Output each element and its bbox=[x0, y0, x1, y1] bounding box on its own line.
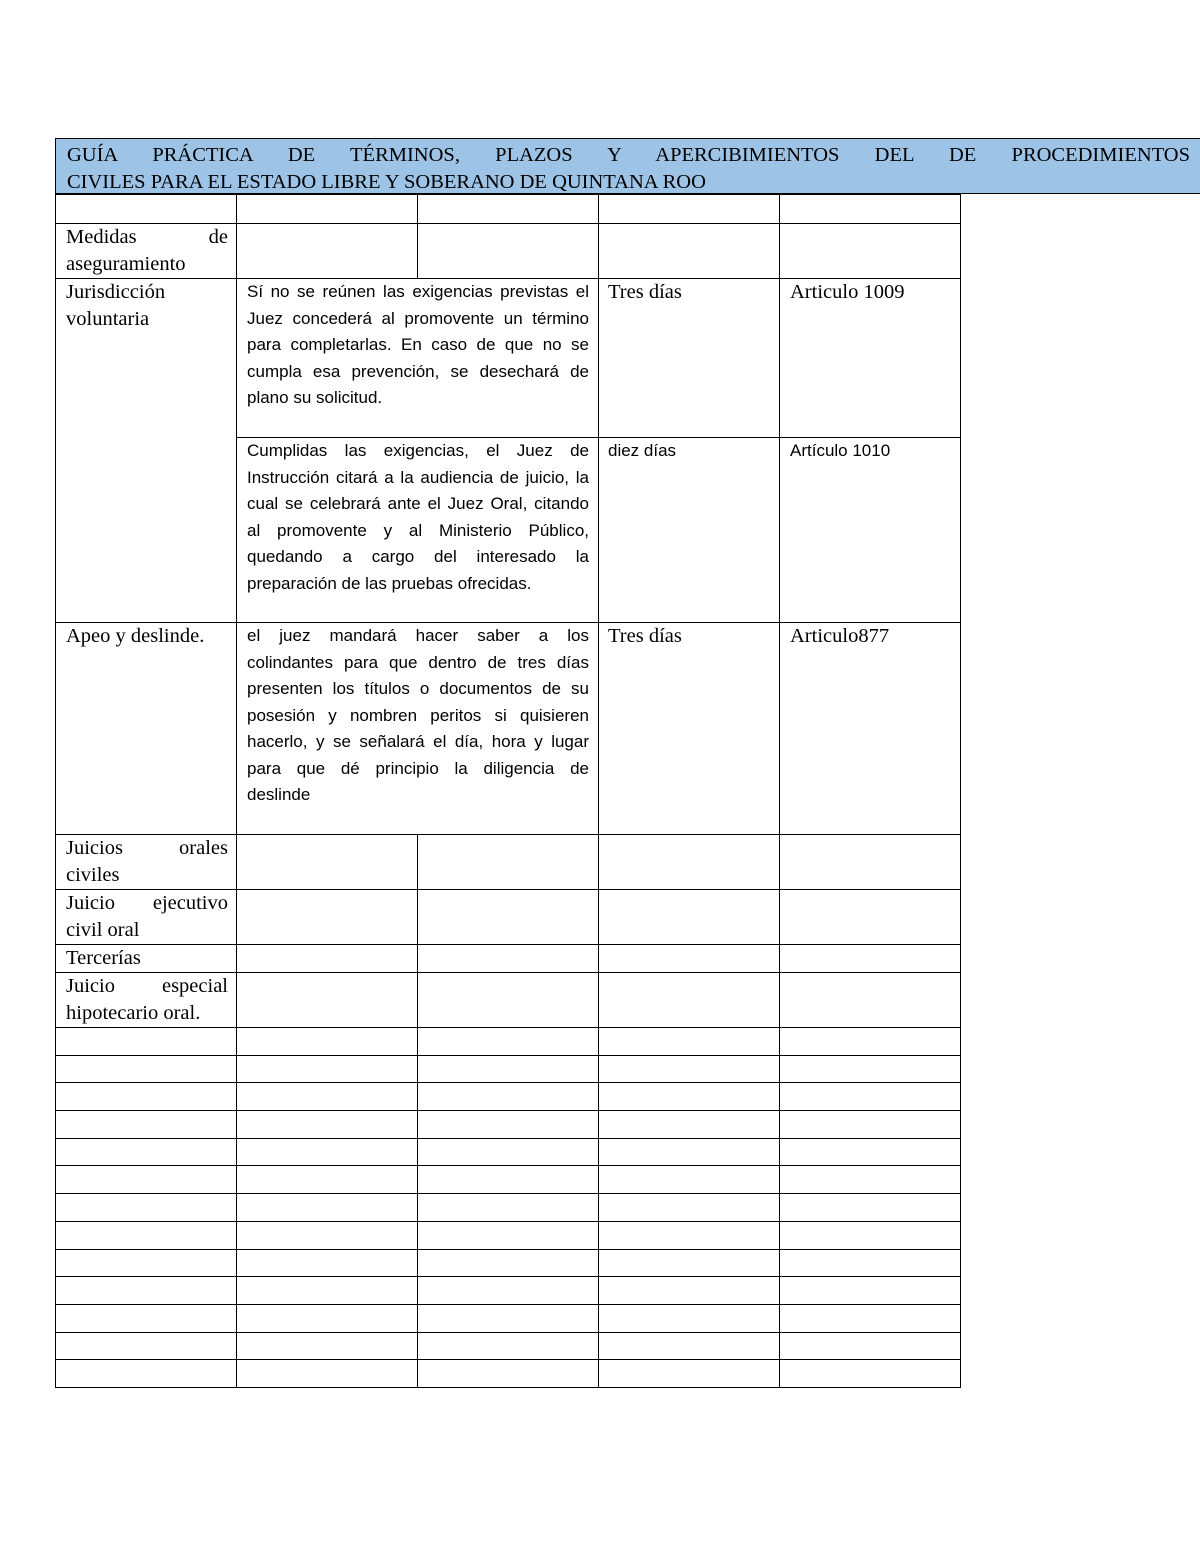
description-cell bbox=[237, 623, 599, 835]
table-cell bbox=[418, 1111, 599, 1139]
table-cell bbox=[599, 1166, 780, 1194]
table-cell bbox=[780, 835, 961, 890]
table-cell bbox=[599, 1083, 780, 1111]
table-cell bbox=[780, 1111, 961, 1139]
table-cell bbox=[237, 1083, 418, 1111]
table-cell bbox=[780, 1360, 961, 1388]
table-cell bbox=[599, 195, 780, 224]
table-cell bbox=[780, 1304, 961, 1332]
table-cell bbox=[418, 1277, 599, 1305]
table-cell bbox=[56, 1249, 237, 1277]
empty-row bbox=[56, 1332, 961, 1360]
table-cell bbox=[418, 1166, 599, 1194]
table-cell bbox=[56, 1055, 237, 1083]
table-cell bbox=[418, 835, 599, 890]
table-cell bbox=[599, 945, 780, 973]
table-cell bbox=[780, 195, 961, 224]
empty-row bbox=[56, 1221, 961, 1249]
table-cell bbox=[237, 1028, 418, 1056]
title-line-1: GUÍA PRÁCTICA DE TÉRMINOS, PLAZOS Y APERCIBIMIENTOS DEL DE PROCEDIMIENTOS bbox=[67, 144, 1190, 166]
table-row bbox=[56, 973, 961, 1028]
table-cell bbox=[418, 1304, 599, 1332]
document-title bbox=[55, 138, 1200, 194]
table-cell bbox=[599, 1249, 780, 1277]
articulo-cell: Articulo 1009 bbox=[780, 279, 961, 438]
row-label-juicio-especial: Juicio especial hipotecario oral. bbox=[56, 973, 237, 1028]
table-cell bbox=[599, 1277, 780, 1305]
description-text: Sí no se reúnen las exigencias previstas el Juez concederá al promovente un término para completarlas. En caso de que no se cumpla esa prevención, se desechará de plano su solicitud. bbox=[247, 282, 589, 407]
table-cell bbox=[237, 1360, 418, 1388]
row-label-apeo: Apeo y deslinde. bbox=[56, 623, 237, 835]
empty-row bbox=[56, 1083, 961, 1111]
table-cell bbox=[780, 1055, 961, 1083]
table-cell bbox=[780, 890, 961, 945]
table-cell bbox=[418, 1249, 599, 1277]
terms-table bbox=[55, 194, 961, 1388]
table-cell bbox=[599, 1221, 780, 1249]
table-cell bbox=[599, 1138, 780, 1166]
table-cell bbox=[599, 1111, 780, 1139]
row-label-tercerias: Tercerías bbox=[56, 945, 237, 973]
table-cell bbox=[237, 1249, 418, 1277]
table-cell bbox=[780, 224, 961, 279]
table-cell bbox=[599, 1028, 780, 1056]
table-cell bbox=[56, 1083, 237, 1111]
table-row bbox=[56, 224, 961, 279]
row-label-medidas: Medidas de aseguramiento bbox=[56, 224, 237, 279]
table-cell bbox=[56, 1360, 237, 1388]
table-cell bbox=[599, 835, 780, 890]
description-cell bbox=[237, 279, 599, 438]
empty-row bbox=[56, 1138, 961, 1166]
table-cell bbox=[237, 1111, 418, 1139]
table-cell bbox=[418, 1194, 599, 1222]
table-cell bbox=[418, 1083, 599, 1111]
title-line-2: CIVILES PARA EL ESTADO LIBRE Y SOBERANO DE QUINTANA ROO bbox=[67, 171, 706, 193]
table-cell bbox=[56, 1028, 237, 1056]
empty-row bbox=[56, 1277, 961, 1305]
table-cell bbox=[780, 1083, 961, 1111]
table-cell bbox=[237, 890, 418, 945]
empty-row bbox=[56, 1055, 961, 1083]
table-cell bbox=[237, 195, 418, 224]
table-cell bbox=[780, 1332, 961, 1360]
table-row bbox=[56, 279, 961, 438]
table-cell bbox=[237, 835, 418, 890]
empty-row bbox=[56, 1028, 961, 1056]
table-cell bbox=[237, 1055, 418, 1083]
table-cell bbox=[599, 224, 780, 279]
table-row bbox=[56, 835, 961, 890]
table-cell bbox=[599, 1304, 780, 1332]
table-row bbox=[56, 945, 961, 973]
table-cell bbox=[237, 945, 418, 973]
table-cell bbox=[237, 1138, 418, 1166]
table-cell bbox=[56, 1221, 237, 1249]
description-text: Cumplidas las exigencias, el Juez de Instrucción citará a la audiencia de juicio, la cual se celebrará ante el Juez Oral, citando al promovente y al Ministerio Público, quedando a cargo del interesado la preparación de las pruebas ofrecidas. bbox=[247, 441, 589, 593]
table-cell bbox=[418, 1028, 599, 1056]
table-cell bbox=[780, 1221, 961, 1249]
table-cell bbox=[56, 1138, 237, 1166]
table-cell bbox=[56, 195, 237, 224]
articulo-cell: Artículo 1010 bbox=[780, 438, 961, 623]
plazo-cell: Tres días bbox=[599, 623, 780, 835]
table-cell bbox=[780, 973, 961, 1028]
table-cell bbox=[237, 1304, 418, 1332]
table-cell bbox=[418, 973, 599, 1028]
empty-row bbox=[56, 1304, 961, 1332]
row-label-juicios-orales: Juicios orales civiles bbox=[56, 835, 237, 890]
table-cell bbox=[418, 1360, 599, 1388]
empty-row bbox=[56, 1111, 961, 1139]
table-cell bbox=[780, 1166, 961, 1194]
table-cell bbox=[418, 195, 599, 224]
table-cell bbox=[599, 890, 780, 945]
table-row bbox=[56, 195, 961, 224]
table-cell bbox=[780, 1138, 961, 1166]
table-cell bbox=[780, 945, 961, 973]
row-label-jurisdiccion: Jurisdicción voluntaria bbox=[56, 279, 237, 623]
table-row bbox=[56, 890, 961, 945]
description-cell bbox=[237, 438, 599, 623]
table-cell bbox=[56, 1277, 237, 1305]
table-row bbox=[56, 623, 961, 835]
table-cell bbox=[237, 1194, 418, 1222]
table-cell bbox=[418, 1332, 599, 1360]
table-cell bbox=[237, 973, 418, 1028]
table-cell bbox=[237, 1221, 418, 1249]
empty-row bbox=[56, 1360, 961, 1388]
table-cell bbox=[599, 1332, 780, 1360]
table-cell bbox=[56, 1304, 237, 1332]
empty-row bbox=[56, 1166, 961, 1194]
table-cell bbox=[56, 1111, 237, 1139]
table-cell bbox=[599, 1194, 780, 1222]
table-cell bbox=[418, 945, 599, 973]
table-cell bbox=[780, 1249, 961, 1277]
plazo-cell: Tres días bbox=[599, 279, 780, 438]
table-cell bbox=[418, 1055, 599, 1083]
table-cell bbox=[418, 1221, 599, 1249]
empty-row bbox=[56, 1194, 961, 1222]
description-text: el juez mandará hacer saber a los colindantes para que dentro de tres días presenten los títulos o documentos de su posesión y nombren peritos si quisieren hacerlo, y se señalará el día, hora y lugar para que dé principio la diligencia de deslinde bbox=[247, 626, 589, 804]
table-cell bbox=[418, 890, 599, 945]
table-cell bbox=[56, 1194, 237, 1222]
table-cell bbox=[237, 1277, 418, 1305]
plazo-cell: diez días bbox=[599, 438, 780, 623]
table-cell bbox=[237, 1332, 418, 1360]
empty-row bbox=[56, 1249, 961, 1277]
table-cell bbox=[56, 1166, 237, 1194]
table-cell bbox=[599, 973, 780, 1028]
table-cell bbox=[237, 224, 418, 279]
table-cell bbox=[780, 1277, 961, 1305]
articulo-cell: Articulo877 bbox=[780, 623, 961, 835]
table-cell bbox=[780, 1028, 961, 1056]
table-cell bbox=[599, 1360, 780, 1388]
table-cell bbox=[780, 1194, 961, 1222]
table-cell bbox=[56, 1332, 237, 1360]
row-label-juicio-ejecutivo: Juicio ejecutivo civil oral bbox=[56, 890, 237, 945]
table-cell bbox=[418, 1138, 599, 1166]
table-cell bbox=[418, 224, 599, 279]
table-cell bbox=[237, 1166, 418, 1194]
table-cell bbox=[599, 1055, 780, 1083]
